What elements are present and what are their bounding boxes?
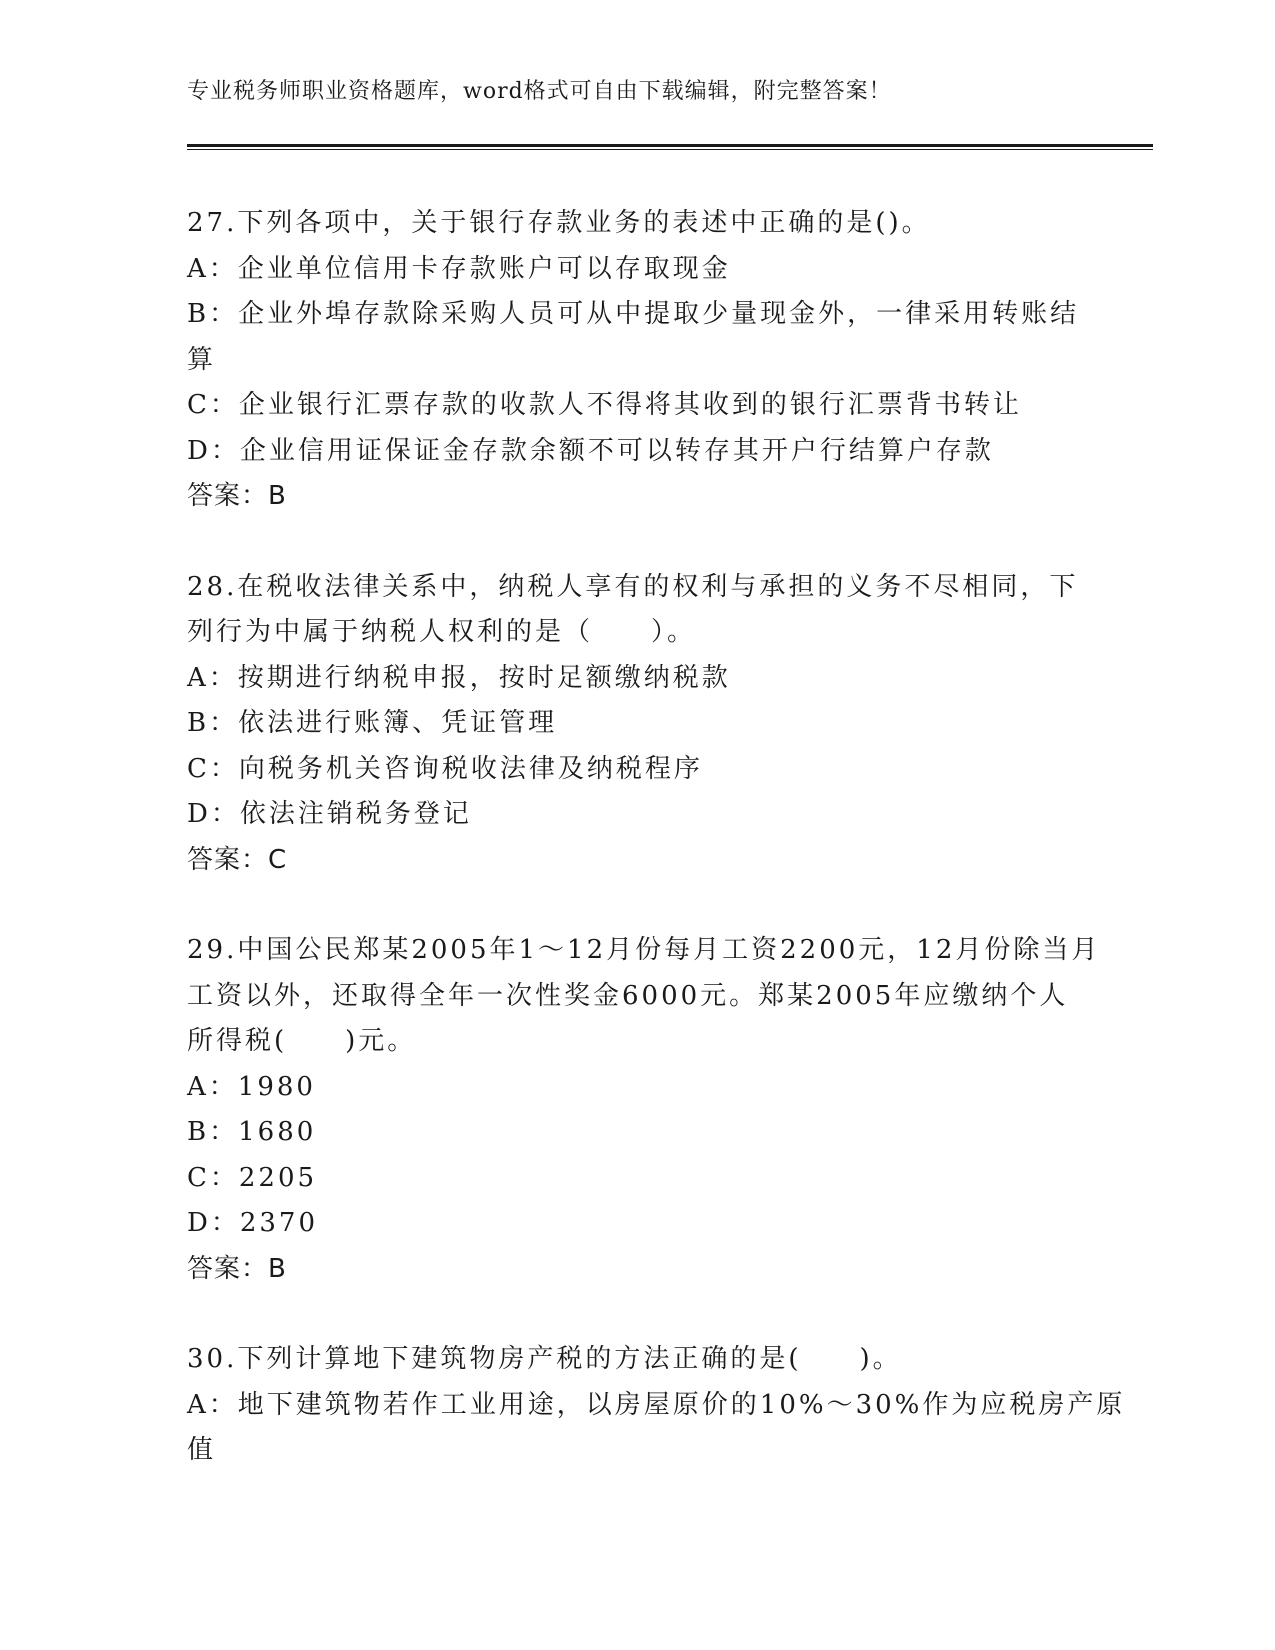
question-30 (187, 1337, 1126, 1474)
option-c: C：2205 (187, 1162, 318, 1193)
question-stem-continued: 列行为中属于纳税人权利的是（ ）。 (187, 617, 697, 647)
header-divider (187, 144, 1153, 150)
question-27 (187, 201, 1087, 520)
question-28 (187, 565, 1087, 884)
option-c: C：企业银行汇票存款的收款人不得将其收到的银行汇票背书转让 (187, 390, 1022, 420)
answer-label: 答案：B (187, 481, 287, 511)
question-list (187, 201, 1126, 1519)
option-b: B：依法进行账簿、凭证管理 (187, 708, 558, 738)
question-stem-continued: 所得税( )元。 (187, 1026, 417, 1056)
option-a: A：1980 (187, 1071, 316, 1102)
answer-label: 答案：C (187, 844, 288, 875)
option-a: A：地下建筑物若作工业用途，以房屋原价的10%～30%作为应税房产原 (187, 1389, 1126, 1420)
option-b: B：1680 (187, 1117, 317, 1147)
header-note: 专业税务师职业资格题库，word格式可自由下载编辑，附完整答案！ (187, 79, 892, 104)
answer-label: 答案：B (187, 1253, 287, 1284)
question-29 (187, 928, 1101, 1292)
option-a: A：按期进行纳税申报，按时足额缴纳税款 (187, 662, 731, 693)
option-c: C：向税务机关咨询税收法律及纳税程序 (187, 753, 703, 784)
option-d: D：企业信用证保证金存款余额不可以转存其开户行结算户存款 (187, 435, 994, 466)
option-d: D：2370 (187, 1208, 319, 1238)
question-stem: 27.下列各项中，关于银行存款业务的表述中正确的是()。 (187, 208, 931, 238)
option-a: A：企业单位信用卡存款账户可以存取现金 (187, 253, 731, 284)
option-b-continued: 算 (187, 344, 217, 375)
question-stem: 30.下列计算地下建筑物房产税的方法正确的是( )。 (187, 1344, 902, 1374)
question-stem: 28.在税收法律关系中，纳税人享有的权利与承担的义务不尽相同，下 (187, 571, 1079, 602)
option-a-continued: 值 (187, 1435, 217, 1465)
question-stem: 29.中国公民郑某2005年1～12月份每月工资2200元，12月份除当月 (187, 935, 1101, 965)
question-stem-continued: 工资以外，还取得全年一次性奖金6000元。郑某2005年应缴纳个人 (187, 980, 1069, 1011)
option-d: D：依法注销税务登记 (187, 799, 472, 829)
option-b: B：企业外埠存款除采购人员可从中提取少量现金外，一律采用转账结 (187, 299, 1080, 329)
